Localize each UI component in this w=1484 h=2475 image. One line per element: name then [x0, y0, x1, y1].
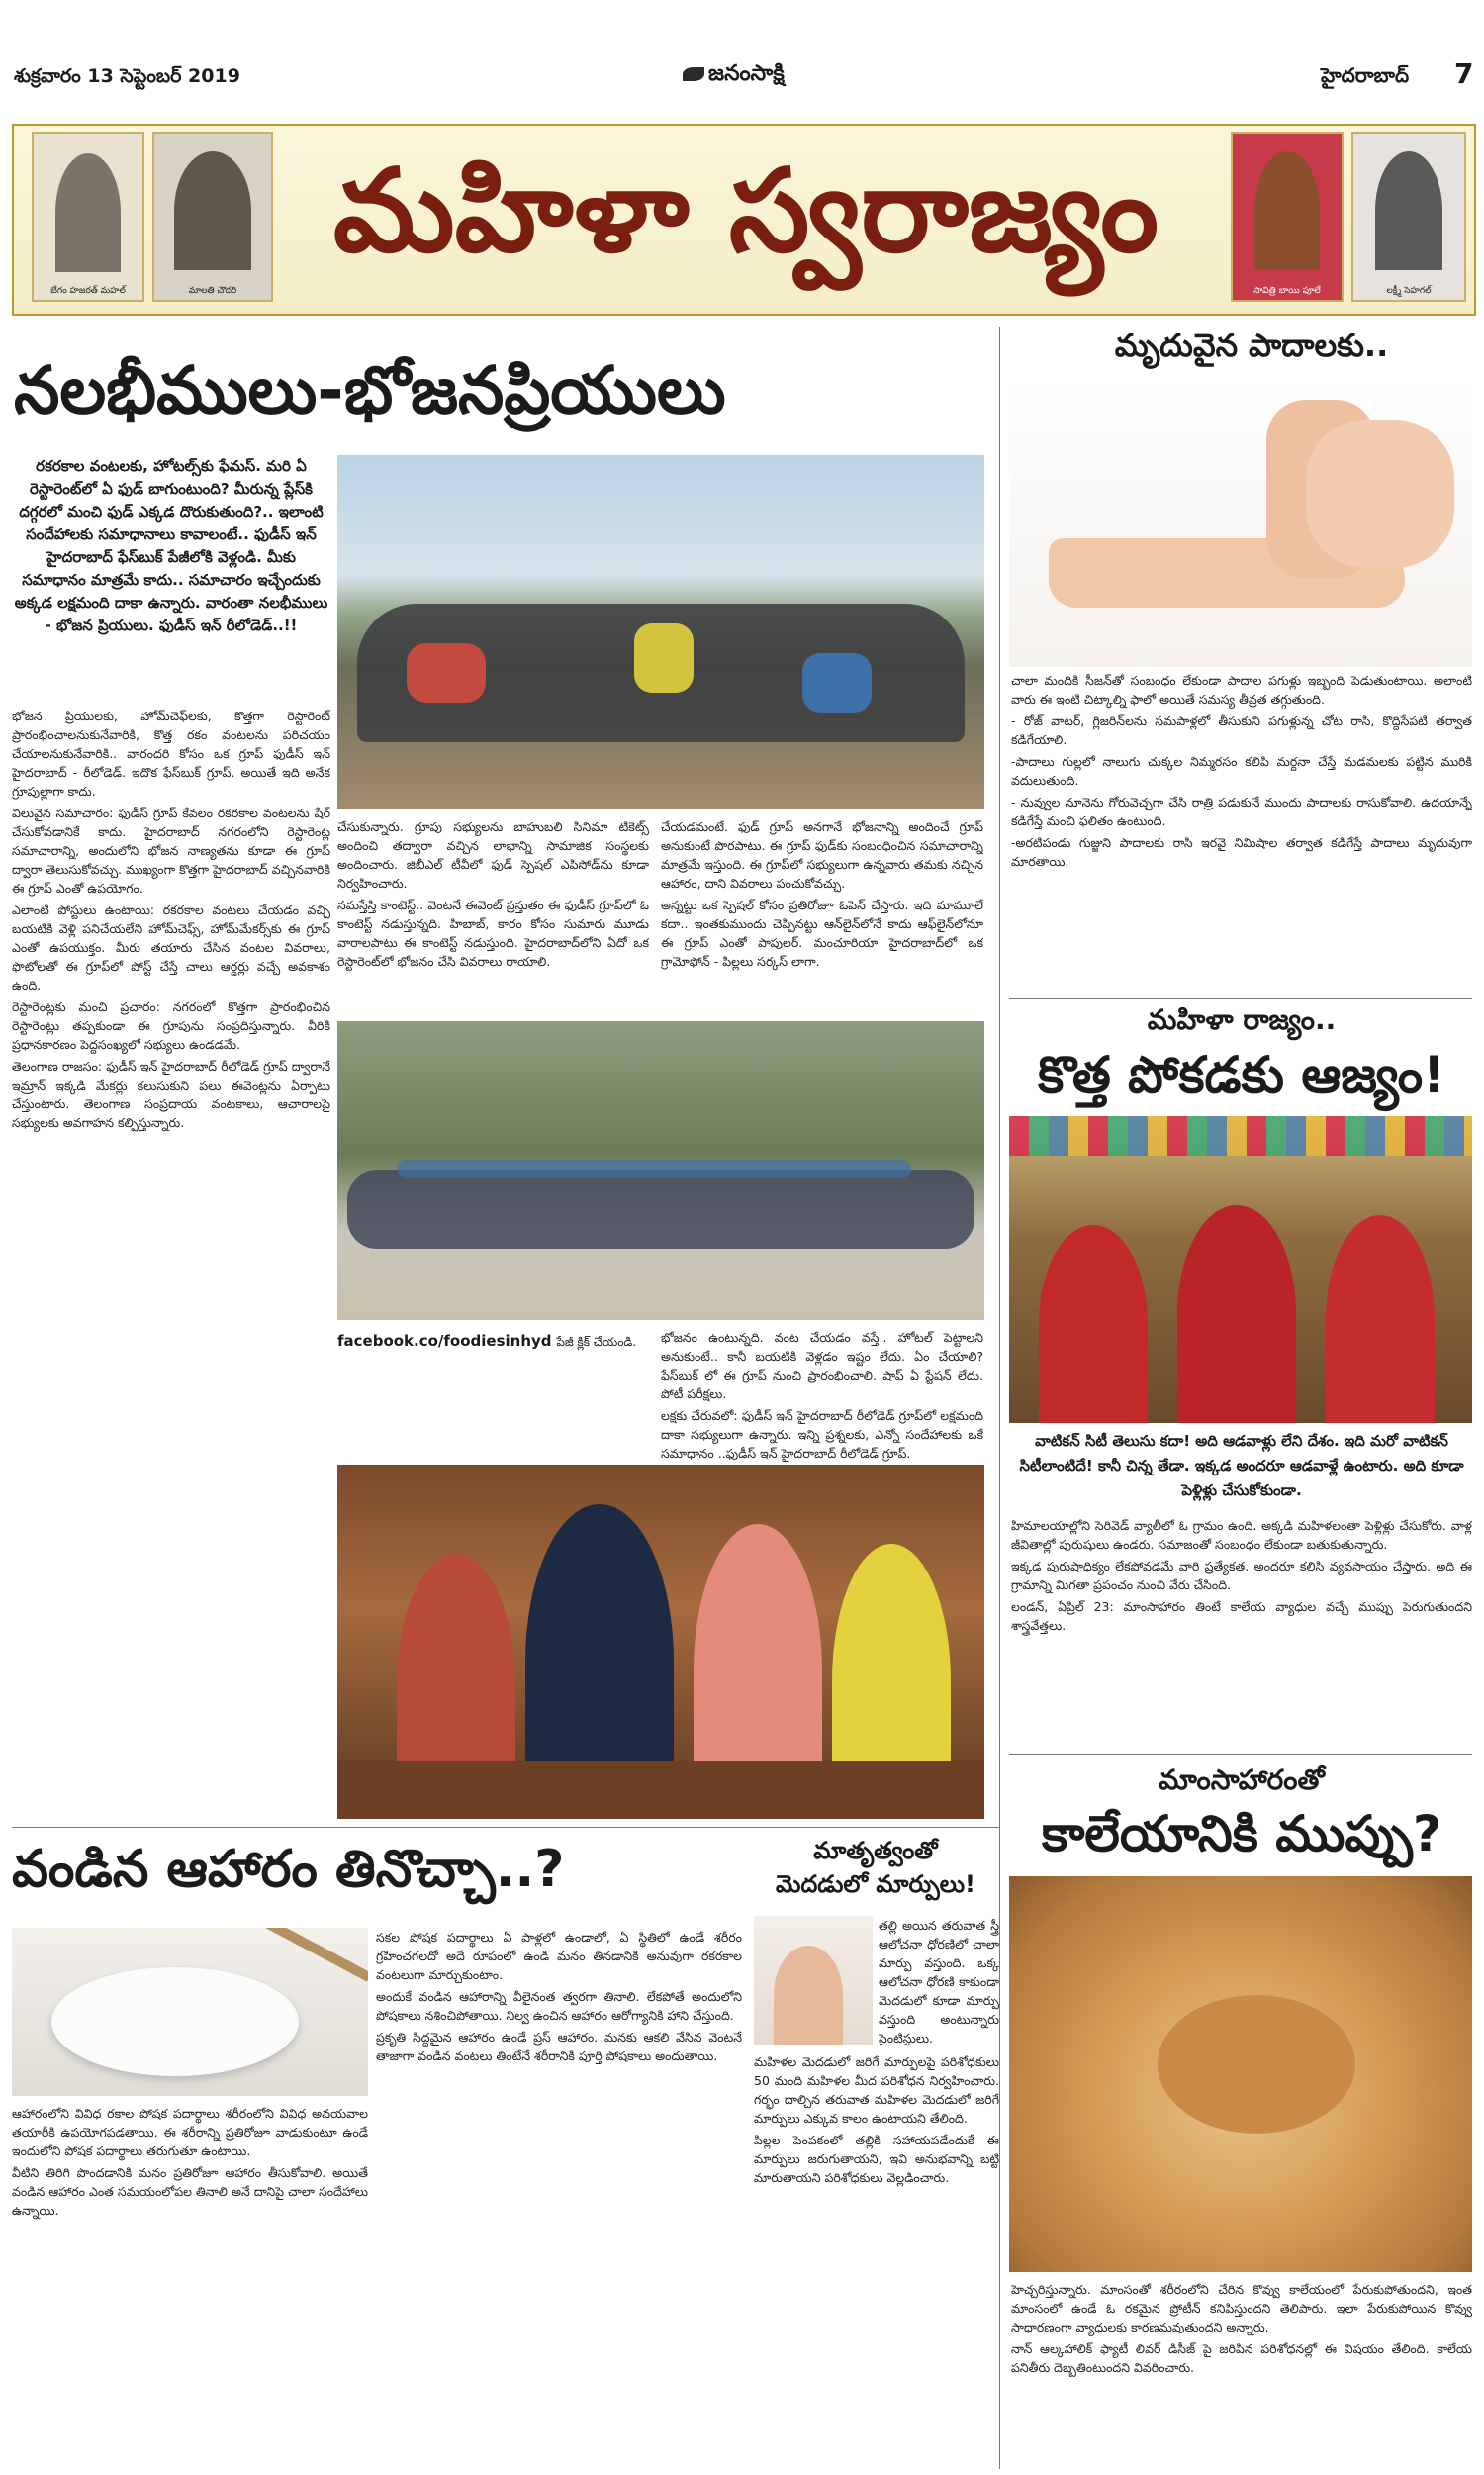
city-name: హైదరాబాద్	[1321, 63, 1410, 87]
vatican-lead: వాటికన్ సిటీ తెలుసు కదా! అది ఆడవాళ్లు లేని దేశం. ఇది మరో వాటికన్ సిటీలాంటిదే! కానీ చిన్న తేడా. ఇక్కడ అందరూ ఆడవాళ్లే ఉంటారు. అది కూడా పెళ్లిళ్లు చేసుకోకుండా.	[1019, 1432, 1464, 1499]
feet-headline: మృదువైన పాదాలకు..	[1114, 327, 1389, 364]
logo-leaf-icon	[683, 67, 704, 81]
banner-title: మహిళా స్వరాజ్యం	[332, 144, 1159, 278]
feet-photo	[1009, 380, 1472, 667]
crowd-shape	[347, 1170, 974, 1249]
mother-kicker: మాతృత్వంతో	[813, 1837, 938, 1864]
village-women-photo	[1009, 1116, 1472, 1423]
banner-portrait: మాలతి చౌదరి	[152, 132, 273, 302]
feet-body: చాలా మందికి సీజన్‌తో సంబంధం లేకుండా పాదాల పగుళ్లు ఇబ్బంది పెడుతుంటాయి. అలాంటి వారు ఈ ఇంటి చిట్కాల్ని ఫాలో అయితే సమస్య తీవ్రత తగ్గుతుంది. - రోజ్ వాటర్, గ్లిజరిన్‌లను సమపాళ్లలో తీసుకుని పగుళ్లున్న చోట రాసి, కొద్దిసేపటి తర్వాత కడిగేయాలి. -పాదాలు గుల్లలో నాలుగు చుక్కల నిమ్మరసం కలిపి మర్దనా చేస్తే మడమలకు పట్టిన మురికి వదులుతుంది. - నువ్వుల నూనెను గోరువెచ్చగా చేసి రాత్రి పడుకునే ముందు పాదాలకు రాసుకోవాలి. ఉదయాన్నే కడిగేస్తే మంచి ఫలితం ఉంటుంది. -అరటిపండు గుజ్జుని పాదాలకు రాసి ఇరవై నిమిషాల తర్వాత కడిగేస్తే పాదాలు మృదువుగా మారతాయి.	[1011, 673, 1472, 869]
mother-col-2: మహిళల మెదడులో జరిగే మార్పులపై పరిశోధకులు 50 మంది మహిళల మీద పరిశోధన నిర్వహించారు. గర్భం దాల్చిన తరువాత మహిళల మెదడులో జరిగే మార్పులు ఎక్కువ కాలం ఉంటాయని తేలింది. పిల్లల పెంపకంలో తల్లికి సహాయపడేందుకే ఈ మార్పులు జరుగుతాయని, ఇవి అనుభవాన్ని బట్టి మారుతాయని పరిశోధకులు వెల్లడించారు.	[754, 2054, 999, 2185]
rice-headline: వండిన ఆహారం తినొచ్చా..?	[12, 1840, 565, 1899]
main-intro: రకరకాల వంటలకు, హోటల్స్‌కు ఫేమస్. మరి ఏ రెస్టారెంట్‌లో ఏ ఫుడ్ బాగుంటుంది? మీరున్న ప్లేస్‌కి దగ్గరలో మంచి ఫుడ్ ఎక్కడ దొరుకుతుంది?.. ఇలాంటి సందేహాలకు సమాధానాలు కావాలంటే.. ఫుడీస్ ఇన్ హైదరాబాద్ ఫేస్‌బుక్ పేజీలోకి వెళ్లండి. మీకు సమాధానం మాత్రమే కాదు.. సమాచారం ఇచ్చేందుకు అక్కడ లక్షమంది దాకా ఉన్నారు. వారంతా నలభీములు - భోజన ప్రియులు. ఫుడీస్ ఇన్ రీలోడెడ్..!!	[14, 457, 328, 634]
team-photo	[337, 1465, 984, 1819]
main-col-3: చేయడమంటే. ఫుడ్ గ్రూప్ అనగానే భోజనాన్ని అందించే గ్రూప్ అనుకుంటే పొరపాటు. ఈ గ్రూప్ ఫుడ్‌కు సంబంధించిన సమాచారాన్ని మాత్రమే ఇస్తుంది. ఈ గ్రూప్‌లో సభ్యులుగా ఉన్నవారు తమకు నచ్చిన ఆహారం, దాని వివరాలు పంచుకోవచ్చు. అన్నట్టు ఒక స్పెషల్ కోసం ప్రతిరోజూ ఓపెన్ చేస్తారు. ఇది మామూలే కదా.. ఇంతకుముందు చెప్పినట్టు ఆన్‌లైన్‌లోనే కాదు ఆఫ్‌లైన్‌లోనూ ఈ గ్రూప్ ఎంతో పాపులర్. మంచూరియా హైదరాబాద్‌లో ఒక గ్రామోఫోన్ - పిల్లలు సర్కస్ లాగా.	[661, 819, 983, 969]
mother-headline: మెదడులో మార్పులు!	[775, 1870, 976, 1898]
banner-portrait: బేగం హజరత్ మహల్	[32, 132, 144, 302]
vatican-headline: కొత్త పోకడకు ఆజ్యం!	[1038, 1046, 1445, 1103]
mother-col-1: తల్లి అయిన తరువాత స్త్రీ ఆలోచనా ధోరణిలో చాలా మార్పు వస్తుంది. ఒక్క ఆలోచనా ధోరణి కాకుండా మెదడులో కూడా మార్పు వస్తుంది అంటున్నారు సైంటిస్టులు.	[879, 1918, 999, 2045]
banner-portrait: లక్ష్మీ సెహగల్	[1351, 132, 1466, 302]
main-headline: నలభీములు-భోజనప్రియులు	[14, 352, 726, 428]
vatican-kicker: మహిళా రాజ్యం..	[1147, 1003, 1337, 1036]
banner-portrait: సావిత్రి బాయి పూలే	[1231, 132, 1344, 302]
issue-date: శుక్రవారం 13 సెప్టెంబర్ 2019	[14, 65, 240, 87]
page-header	[0, 0, 1484, 90]
rice-col-2: సకల పోషక పదార్థాలు ఏ పాళ్లలో ఉండాలో, ఏ స్థితిలో ఉండే శరీరం గ్రహించగలదో అదే రూపంలో ఉండి మనం తినడానికి అనువుగా రకరకాల వంటలుగా మార్చుకుంటాం. అందుకే వండిన ఆహారాన్ని వీలైనంత త్వరగా తినాలి. లేకపోతే అందులోని పోషకాలు నశించిపోతాయి. నిల్వ ఉంచిన ఆహారం ఆరోగ్యానికి హాని చేస్తుంది. ప్రకృతి సిద్ధమైన ఆహారం ఉండే ప్రస్ ఆహారం. మనకు ఆకలి వేసిన వెంటనే తాజాగా వండిన వంటలు తింటేనే శరీరానికి పూర్తి పోషకాలు అందుతాయి.	[376, 1930, 742, 2063]
biryani-photo	[1009, 1876, 1472, 2272]
feature-banner	[12, 124, 1476, 316]
section-divider	[1009, 1754, 1472, 1755]
rice-photo	[12, 1928, 368, 2096]
section-divider	[12, 1827, 999, 1828]
liver-kicker: మాంసాహారంతో	[1159, 1763, 1325, 1796]
main-col-2b: భోజనం ఉంటున్నది. వంట చేయడం వస్తే.. హోటల్ పెట్టాలని అనుకుంటే.. కానీ బయటికి వెళ్లడం ఇష్టం లేదు. ఏం చేయాలి? ఫేస్‌బుక్ లో ఈ గ్రూప్ నుంచి ప్రారంభించాలి. షాప్ ఏ స్టేషన్ లేదు. పోటీ పరీక్షలు. లక్షకు చేరువలో: ఫుడీస్ ఇన్ హైదరాబాద్ రీలోడెడ్ గ్రూప్‌లో లక్షమంది దాకా సభ్యులుగా ఉన్నారు. ఇన్ని ప్రశ్నలకు, ఎన్నో సందేహాలకు ఒకే సమాధానం ..ఫుడీస్ ఇన్ హైదరాబాద్ రీలోడెడ్ గ్రూప్.	[661, 1330, 983, 1461]
rice-col-1: ఆహారంలోని వివిధ రకాల పోషక పదార్థాలు శరీరంలోని వివిధ అవయవాల తయారీకి ఉపయోగపడతాయి. ఈ శరీరాన్ని ప్రతిరోజూ వాడుకుంటూ ఉండే ఇందులోని పోషక పదార్థాలు తరుగుతూ ఉంటాయి. వీటిని తిరిగి పొందడానికి మనం ప్రతిరోజూ ఆహారం తీసుకోవాలి. అయితే వండిన ఆహారం ఎంత సమయంలోపల తినాలి అనే దానిపై చాలా సందేహాలు ఉన్నాయి.	[12, 2106, 368, 2218]
section-divider	[1009, 998, 1472, 999]
facebook-link[interactable]: facebook.co/foodiesinhyd పేజీ క్లిక్ చేయండి.	[337, 1332, 637, 1350]
liver-headline: కాలేయానికి ముప్పు?	[1042, 1805, 1441, 1862]
masthead-logo: జనంసాక్షి	[683, 61, 785, 91]
mother-baby-photo	[754, 1916, 873, 2045]
main-col-2: చేసుకున్నారు. గ్రూపు సభ్యులను బాహుబలి సినిమా టికెట్స్ అందించి తద్వారా వచ్చిన లాభాన్ని సామాజిక సంస్థలకు అందించారు. జిబీఎల్ టీవీలో ఫుడ్ స్పెషల్ ఎపిసోడ్‌ను కూడా నిర్వహించారు. నమస్తేస్తి కాంటెస్ట్.. వెంటనే ఈవెంట్ ప్రస్తుతం ఈ ఫుడీస్ గ్రూప్‌లో ఓ కాంటెస్ట్ నడుస్తున్నది. హిబాబ్, కారం కోసం సుమారు మూడు వారాలపాటు ఈ కాంటెస్ట్ నడుస్తుంది. హైదరాబాద్‌లోని ఏదో ఒక రెస్టారెంట్‌లో భోజనం చేసి వివరాలు రాయాలి.	[337, 819, 649, 969]
group-photo	[337, 455, 984, 809]
liver-body: హెచ్చరిస్తున్నారు. మాంసంతో శరీరంలోని చేరిన కొవ్వు కాలేయంలో పేరుకుపోతుందని, ఇంత మాంసంలో ఉండే ఓ రకమైన ప్రోటీన్ కనిపిస్తుందని తెలిపారు. ఇలా పేరుకుపోయిన కొవ్వు సాధారణంగా వ్యాధులకు కారణమవుతుందని అన్నారు. నాన్ ఆల్కహాలిక్ ఫ్యాటీ లివర్ డిసీజ్ పై జరిపిన పరిశోధనల్లో ఈ విషయం తేలింది. కాలేయ పనితీరు దెబ్బతింటుందని వివరించారు.	[1011, 2282, 1472, 2375]
main-col-1: భోజన ప్రియులకు, హోమ్‌చెఫ్‌లకు, కొత్తగా రెస్టారెంట్ ప్రారంభించాలనుకునేవారికి, కొత్త రకం వంటలను పరిచయం చేయాలనుకునేవారికి.. వారందరి కోసం ఒక గ్రూప్ ఫుడీస్ ఇన్ హైదరాబాద్ - రీలోడెడ్. ఇదొక ఫేస్‌బుక్ గ్రూప్. అయితే ఇది అనేక గ్రూపుల్లాగా కాదు. విలువైన సమాచారం: ఫుడీస్ గ్రూప్ కేవలం రకరకాల వంటలను షేర్ చేసుకోవడానికే కాదు. హైదరాబాద్ నగరంలోని రెస్టారెంట్ల సమాచారాన్ని, అందులోని భోజన నాణ్యతను కూడా ఈ గ్రూప్ ద్వారా తెలుసుకోవచ్చు. ముఖ్యంగా కొత్తగా హైదరాబాద్ వచ్చినవారికి ఈ గ్రూప్ ఎంతో ఉపయోగం. ఎలాంటి పోస్టులు ఉంటాయి: రకరకాల వంటలు చేయడం వచ్చి బయటికి వెళ్లి పనిచేయలేని హోమ్‌చెఫ్స్, హోమ్‌మేకర్స్‌కు ఈ గ్రూప్ ఎంతో ఉపయుక్తం. మీరు తయారు చేసిన వంటల వివరాలు, ఫొటోలతో ఈ గ్రూప్‌లో పోస్ట్ చేస్తే చాలు ఆర్డర్లు వచ్చే అవకాశం ఉంది. రెస్టారెంట్లకు మంచి ప్రచారం: నగరంలో కొత్తగా ప్రారంభించిన రెస్టారెంట్లు తప్పకుండా ఈ గ్రూపును సంప్రదిస్తున్నారు. వీరికి ప్రధానకారణం పెద్దసంఖ్యలో సభ్యులు ఉండడమే. తెలంగాణ రాజసం: ఫుడీస్ ఇన్ హైదరాబాద్ రీలోడెడ్ గ్రూప్ ద్వారానే ఇమ్రాన్ ఇక్కడి మేకర్లు కలుసుకుని పలు ఈవెంట్లను ఏర్పాటు చేస్తుంటారు. తెలంగాణ సంప్రదాయ వంటకాలు, ఆచారాలపై సభ్యులకు అవగాహన కల్పిస్తున్నారు.	[12, 709, 330, 1130]
page-number: 7	[1454, 57, 1474, 90]
column-divider	[999, 327, 1000, 2469]
group-photo-trees	[337, 1021, 984, 1320]
vatican-body: హిమాలయాల్లోని సెరివెడ్ వ్యాలీలో ఓ గ్రామం ఉంది. అక్కడి మహిళలంతా పెళ్లిళ్లు చేసుకోరు. వాళ్ల జీవితాల్లో పురుషులు ఉండరు. సమాజంతో సంబంధం లేకుండా బతుకుతున్నారు. ఇక్కడ పురుషాధిక్యం లేకపోవడమే వారి ప్రత్యేకత. అందరూ కలిసి వ్యవసాయం చేస్తారు. అది ఈ గ్రామాన్ని మిగతా ప్రపంచం నుంచి వేరు చేసింది. లండన్, ఏప్రిల్ 23: మాంసాహారం తింటే కాలేయ వ్యాధుల వచ్చే ముప్పు పెరుగుతుందని శాస్త్రవేత్తలు.	[1011, 1518, 1472, 1633]
